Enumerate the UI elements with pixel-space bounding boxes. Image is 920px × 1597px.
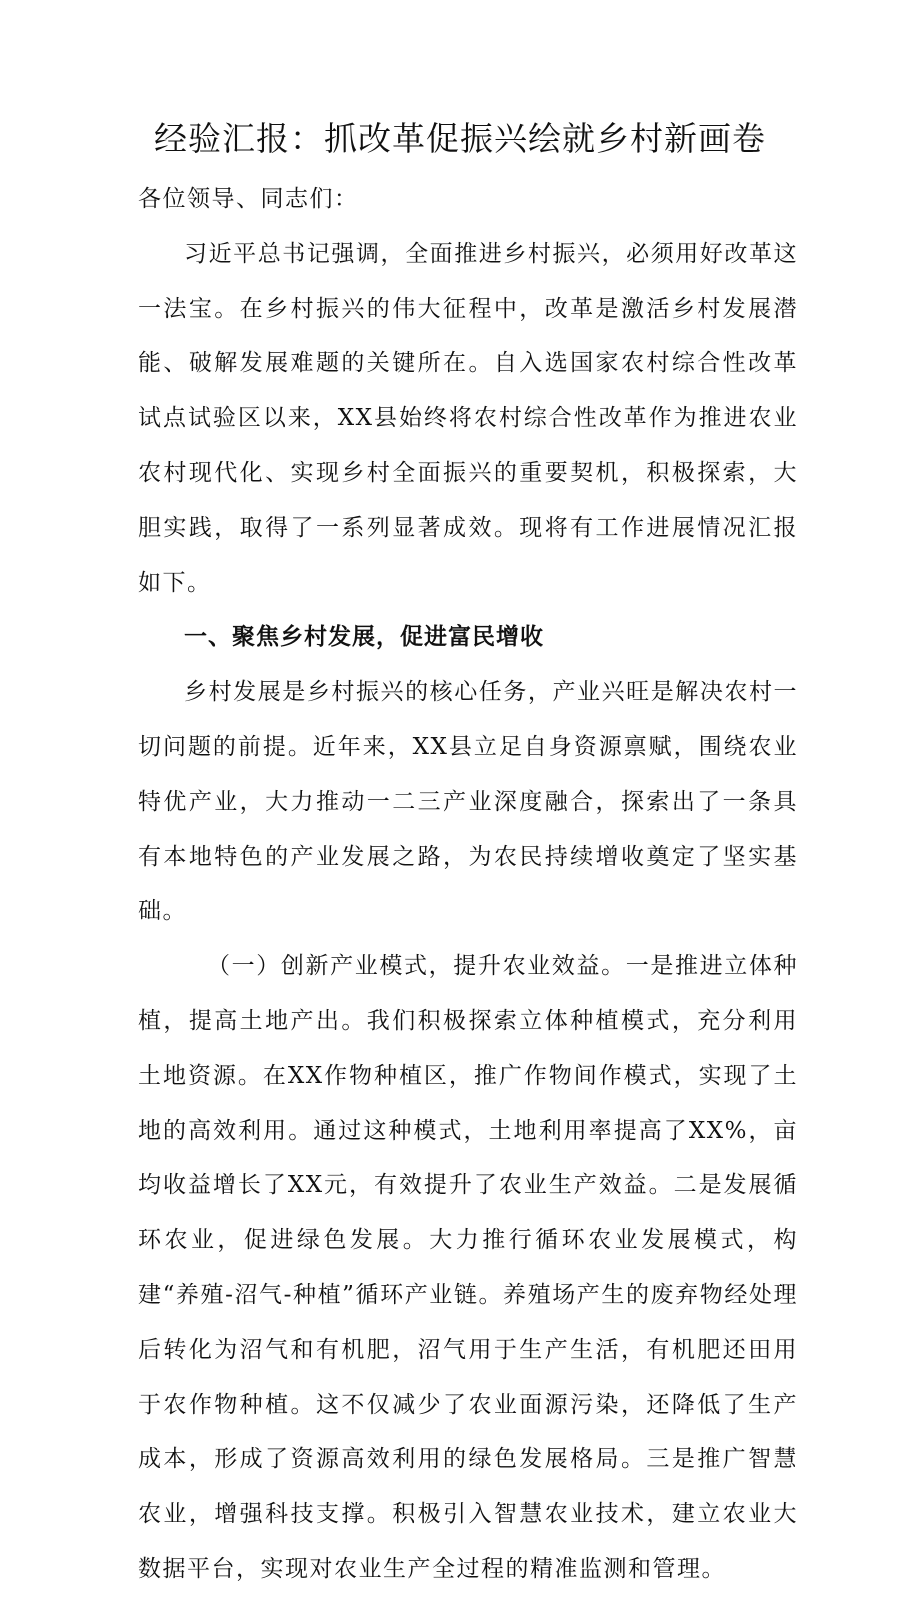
document-body (138, 172, 798, 1597)
subsection-paragraph: （一）创新产业模式，提升农业效益。一是推进立体种植，提高土地产出。我们积极探索立体种植模式，充分利用土地资源。在XX作物种植区，推广作物间作模式，实现了土地的高效利用。通过这种模式，土地利用率提高了XX%，亩均收益增长了XX元，有效提升了农业生产效益。二是发展循环农业，促进绿色发展。大力推行循环农业发展模式，构建“养殖-沼气-种植”循环产业链。养殖场产生的废弃物经处理后转化为沼气和有机肥，沼气用于生产生活，有机肥还田用于农作物种植。这不仅减少了农业面源污染，还降低了生产成本，形成了资源高效利用的绿色发展格局。三是推广智慧农业，增强科技支撑。积极引入智慧农业技术，建立农业大数据平台，实现对农业生产全过程的精准监测和管理。 (138, 953, 798, 1582)
document-title: 经验汇报：抓改革促振兴绘就乡村新画卷 (154, 119, 766, 158)
salutation: 各位领导、同志们： (138, 186, 359, 212)
section-heading: 一、聚焦乡村发展，促进富民增收 (184, 624, 544, 651)
section-paragraph: 乡村发展是乡村振兴的核心任务，产业兴旺是解决农村一切问题的前提。近年来，XX县立足自身资源禀赋，围绕农业特优产业，大力推动一二三产业深度融合，探索出了一条具有本地特色的产业发展之路，为农民持续增收奠定了坚实基础。 (138, 679, 798, 925)
intro-paragraph: 习近平总书记强调，全面推进乡村振兴，必须用好改革这一法宝。在乡村振兴的伟大征程中，改革是激活乡村发展潜能、破解发展难题的关键所在。自入选国家农村综合性改革试点试验区以来，XX县始终将农村综合性改革作为推进农业农村现代化、实现乡村全面振兴的重要契机，积极探索，大胆实践，取得了一系列显著成效。现将有工作进展情况汇报如下。 (138, 240, 798, 596)
